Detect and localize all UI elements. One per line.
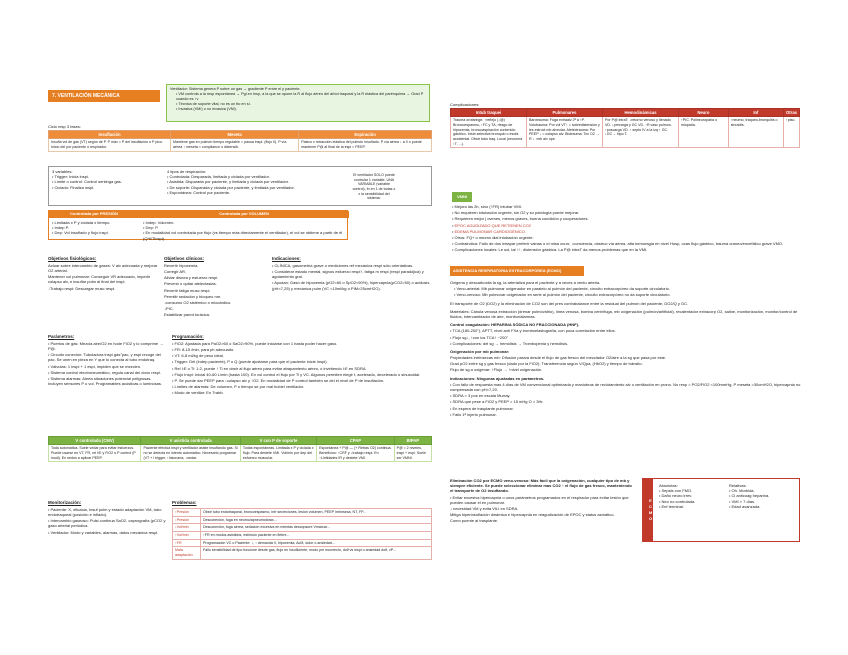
volumen-item: • En modalidad vol controlada por flujo (vs tiempo más directamente el ventilador), el vol se obtiene a partir de él (Q*ti/Tinspi). bbox=[143, 230, 347, 240]
ciclo-table bbox=[48, 130, 432, 152]
indic-item: • Considerar estado mental, signos esfuerzo respi↑, fatiga m respi (respi paradójica) y agotamiento gral. bbox=[272, 269, 432, 279]
prob-title: Problemas: bbox=[172, 500, 197, 505]
vent-intro-line: • VM controla a la resp espontánea → Pgi en Insp, a la que se opone la R al flujo aéreo del árbol traqueal y la R elástica del parénquima → Grad P cuando es ↑v bbox=[176, 92, 426, 102]
ecmo-control-item: • Complicaciones: del sg → hemólisis → Trombopenia y hemólisis. bbox=[450, 341, 802, 346]
prog-item: • VT: 6-8 ml/kg de peso ideal. bbox=[172, 353, 432, 358]
prob-label: ↓Presión bbox=[173, 516, 201, 524]
prog-item: • Rel I:E o Ti: 1:2, puede ↑ Ti en obstr al flujo aéreo para evitar atrapamiento aéreo, o invirtiendo I:E en SDRA. bbox=[172, 366, 432, 371]
obj-clin-item: Permitir sedación y bloqueo nm. bbox=[164, 293, 222, 299]
oxig-title: Oxigenación por mb pulmonar: bbox=[450, 348, 510, 354]
prob-row bbox=[173, 539, 432, 547]
comp-header: Hemodinámicas bbox=[603, 109, 679, 117]
obj-clin-item: ↓PIC. bbox=[164, 306, 174, 312]
ciclo-header: Meseta bbox=[171, 131, 299, 139]
ecmo-type: • Veno-arterial: Mb pulmonar oxigenador en paralelo al pulmón del paciente, circuito extracorpóreo da soporte circulatorio. bbox=[454, 286, 802, 291]
elim-co2 bbox=[450, 478, 636, 525]
contra-rel-item: • Edad avanzada. bbox=[729, 504, 797, 509]
vent-intro-line: • Invasiva (VMI) o no invasiva (VNI). bbox=[176, 107, 426, 112]
vent-intro-line: Ventilador: Sistema genera P sobre un gas → gradiente P entre el y paciente. bbox=[170, 87, 301, 91]
presion-volumen bbox=[48, 210, 348, 240]
ecmo-transport: El transporte de O2 (DO2) y la eliminación de CO2 son del pres contrabalance entre la residual del pulmón del paciente, DO2/Q y GC. bbox=[450, 300, 689, 306]
tipo-item: • Asistida: Disparada por paciente, y limitada y ciclada por ventilador. bbox=[167, 179, 357, 184]
prog-item: • Límites de alarmas: De volumen, P o tiempo se por mal hubiel ventilador. bbox=[172, 384, 432, 389]
ecmo-control-item: • Flujo sg↓, ↑con los TCA↑ ~200" bbox=[450, 335, 802, 340]
programacion bbox=[172, 334, 432, 397]
ecmo-control-title: Control coagulación: HEPARINA SÓDICA NO FRACCIONADA (HNF). bbox=[450, 322, 580, 328]
mode-cell: Paciente efectúa inspi y ventilador asiste insuflando gas. Si no se detecta en intento automático. Necesario programar (VT + l trigger. ↑hiscroma, ↓sedar. bbox=[141, 445, 240, 462]
comp-header: Neuro bbox=[679, 109, 729, 117]
monitorizacion bbox=[48, 500, 166, 536]
oxig-item: Propiedades intrínsecas mb: Difusión pasiva desde el flujo de gas fresco del mezclador O2/aire a la sg que pasa por este. bbox=[450, 355, 667, 361]
modes-table bbox=[48, 436, 432, 462]
contra-abs-title: Absolutas: bbox=[659, 483, 678, 488]
prob-label: Mala adaptación bbox=[173, 547, 201, 559]
vmni-label: VMNI bbox=[452, 192, 472, 202]
mode-header: BIPAP bbox=[394, 437, 431, 445]
indicaciones bbox=[272, 256, 432, 292]
obj-fisio-item: ↓Trabajo respi: Descargar musc respi. bbox=[48, 285, 116, 291]
vmni-item: • Complicaciones locales: Le sol, lat ↑↑, distensión gástrica. La P@ intraT da menos problemas que en la VMI. bbox=[452, 247, 802, 252]
mode-cell: Espontánea + P@ — (+ Retras O2) continua. Beneficios: ↑CRF y ↓trabajo respi. En ↑Lintidades IR y destete VMI. bbox=[317, 445, 395, 462]
prog-item: • Trigger: Del (indep paciente), P o Q (puede ajustarse para que el paciente inicie inspi). bbox=[172, 359, 432, 364]
obj-fisio bbox=[48, 256, 158, 292]
contra-abs-item: • Daño neuro irrev. bbox=[659, 493, 723, 498]
ecmo-intro: Oxigena y descarboxila la sg, la arterializa para el paciente y a veces a ventu arteria. bbox=[450, 280, 601, 285]
title-box: 7. VENTILACIÓN MECÁNICA bbox=[48, 90, 160, 102]
vmni-item: • Otros: FQ+ o neumo dial intubación urgente. bbox=[452, 235, 802, 240]
vmni-item: • EPOC AGUDIZADO QUE RETIENEN CO2 bbox=[452, 223, 802, 228]
prob-desc: Desconexión, fuga aérea, sedación excesiva en mientas descopsore Vmarcar... bbox=[201, 524, 432, 532]
tipos-title: 4 tipos de respiración: bbox=[167, 169, 207, 174]
prob-label: ↑Vol/min bbox=[173, 531, 201, 539]
presion-item: • Dep: Vol insuflado y flujo inspi. bbox=[52, 230, 138, 235]
indic-title: Indicaciones: bbox=[272, 256, 301, 261]
problemas bbox=[172, 500, 432, 560]
vmni-item: • No requieren intubación urgente, sin O2 y su patología puede mejorar. bbox=[452, 210, 802, 215]
param-item: • Circuito conexión: Tubuladura inspi gas°pac, y espi recoge del pac. Se unen en pieza en Y que lo conecta al tubo endotraq. bbox=[48, 352, 166, 362]
presion-item: • Indep P. bbox=[52, 225, 138, 230]
prob-label: ↑Presión bbox=[173, 508, 201, 516]
elim-item: ↓ necesidad VM y evita VILI en SDRA. bbox=[450, 505, 519, 511]
prob-row bbox=[173, 547, 432, 559]
prog-item: • P. Se puede dar PEEP para ↓colapso alv y ↑O2. En modalidad de P control también se del el nivel de P de insuflación. bbox=[172, 378, 432, 383]
param-item: • Puertos de gas: Mezcla aire/O2 en hode FIO2 y lo comprime → P@. bbox=[48, 341, 166, 351]
param-item: • Sistema control electroneumático, regula canal del dono respi. bbox=[48, 370, 166, 375]
tipo-item: • Controlada: Desparada, limitada y ciclada por ventilador. bbox=[167, 174, 357, 179]
obj-fisio-title: Objetivos fisiológicos: bbox=[48, 256, 97, 261]
contra-rel-item: • VMI > 7 días. bbox=[729, 499, 797, 504]
volumen-title: Controlada por VOLUMEN bbox=[139, 211, 349, 218]
monit-title: Monitorización: bbox=[48, 500, 82, 505]
obj-fisio-item: Actuar sobre intercambio de gases: V alv adecuada y mejorar O2 arterial. bbox=[48, 262, 158, 274]
elim-title: Eliminación CO2 por ECMO veno-venoso: Más fácil que la oxigenación, cualquier tipo de mb y siempre eficiente. Se puede seleccionar eliminar mas CO2 ↑ el flujo de gas fresco, manteniendo el transporte de O2 insuflando. bbox=[450, 478, 632, 494]
elim-item: Como puente al trasplante. bbox=[450, 518, 499, 524]
ecmo-vertical-label: ECMO bbox=[643, 479, 653, 541]
prob-desc: Obstr tubo endotraqueal, broncoespasmo, intr secreciones, lesión volumen, PEEP intrínseca, NT, FP... bbox=[201, 508, 432, 516]
param-item: • Sistema alarmas: Alerta situaciones potencial peligrosas. Incluyen sensores P o vol. Programables acústicas o luminosas. bbox=[48, 376, 166, 386]
contra-abs-item: • Neo no controlada. bbox=[659, 499, 723, 504]
prob-desc: ↑FR en modos asistidos, estímulo paciente en fiebre... bbox=[201, 531, 432, 539]
volumen-item: • Dep: P. bbox=[143, 225, 347, 230]
mode-cell: Todas espontáneas. Limitada x P y ciclada x flujo. Para destete VMI. Vol/min por dep del esfuerzo muscular. bbox=[240, 445, 316, 462]
param-title: Parámetros: bbox=[48, 334, 75, 339]
mode-header: V asistida controlada bbox=[141, 437, 240, 445]
tipo-item: • De soporte: Disparada y ciclada por paciente, y limitada por ventilador. bbox=[167, 185, 357, 190]
indic-ecmo-item: • Con fallo de respuesta mas 4 días de VM convencional optimizada y maniobras de reclutamiento alv o ventilación en prono. No resp = PO2/FiO2 <100mmHg, P meseta >30cmH2O, hipercapnia no compensada con pH<7,20. bbox=[450, 382, 802, 392]
obj-clin-item: Aliviar disnea y esfuerzo respi. bbox=[164, 275, 219, 281]
contra-abs-item: • Enf terminal. bbox=[659, 504, 723, 509]
prob-desc: Programación VC o Paciente: ↓, ↑ demanda V, hipoxemia, AcM, dolor o ansiedad... bbox=[201, 539, 432, 547]
mode-cell: Toda automática. Suele vedar para evitar esfuerzos. Puede usarse en VT, FR, rel I/E y FiO2 o P control (P inudi). En sedos a aplicar PEEP. bbox=[49, 445, 141, 462]
tipo-item: • Espontánea: Control por paciente. bbox=[167, 190, 357, 195]
obj-clin-item: Revertir hipoxemia. bbox=[164, 262, 199, 268]
vent-intro-line: • Técnica de soporte vital, no es un tto en sí. bbox=[176, 102, 426, 107]
variable-item: • Ciclado: Finaliza inspi. bbox=[52, 185, 162, 190]
indic-ecmo-title: Indicaciones: Ningunas ajustadas en parámetros. bbox=[450, 375, 545, 381]
elim-item: Mitiga hiperinsuflación dinámica e hipercapnia en reagudización de EPOC y status asmático. bbox=[450, 512, 615, 518]
obj-clin bbox=[164, 256, 264, 319]
mode-cell: P@ ≈ 2 niveles, inspi + espi. Suele ser VMNI. bbox=[394, 445, 431, 462]
ecmo-material: Materiales: Cánula venosa extracción (drenar pulmóvidrio), línea venosa, bomba centrífuga, mb oxigenación (pulmón/artificial), recalentador extracorp O2, saline, monitorización, monitor/control de fluidos, intercambiador de aire, monitor/alarmas. bbox=[450, 308, 798, 319]
obj-clin-item: Estabilizar pared torácica. bbox=[164, 312, 211, 318]
obj-clin-item: Prevenir o quitar atelectasias. bbox=[164, 281, 217, 287]
comp-cell: Trauma orofaringe. ↑reflejo (↓@) Broncoespasmo, ↑FC y TA, riesgo de hipoxemia, broncoaspiración contenido gástrico. Intub selectiva bronquio o esofa accidental. Obstr tubo traq. Local (neuroma ↑T, ...). bbox=[451, 117, 527, 148]
obj-clin-title: Objetivos clínicos: bbox=[164, 256, 205, 261]
comp-header: Pulmonares bbox=[527, 109, 603, 117]
mode-header: V controlada (CMV) bbox=[49, 437, 141, 445]
contra-box bbox=[642, 478, 800, 542]
side-note: El ventilador SOLO puede controlar 1 variable. UNA VARIABLE (variable control), fn en 1 de todas ≥ x la sensibilidad del sistema. bbox=[352, 173, 396, 201]
variable-item: • Límite o control: Control sentinga gas. bbox=[52, 179, 162, 184]
comp-header: Intub traquei bbox=[451, 109, 527, 117]
ciclo-cell: Pasivo x retracción elástica del pulmón insuflado. P vía aérea ↓ a 0 o puede mantener P@ al final de la espi = PEEP. bbox=[299, 139, 432, 151]
param-item: • Válvulas: 1 inspi + 1 espi, impiden que se mezclen. bbox=[48, 364, 166, 369]
comp-table bbox=[450, 108, 800, 148]
comp-header: Otras bbox=[784, 109, 800, 117]
variables-title: 3 variables: bbox=[52, 169, 73, 174]
prob-row bbox=[173, 531, 432, 539]
vent-intro bbox=[166, 84, 430, 122]
obj-fisio-item: Mantener vol pulmonar: Conseguir VR adecuado, impedir colapso alv, e insuflar pulm al final del inspi. bbox=[48, 274, 151, 285]
indic-ecmo-item: • En espera de trasplante pulmonar. bbox=[450, 406, 802, 411]
prob-row bbox=[173, 524, 432, 532]
ciclo-cell: Mantiene gas en pulmón tiempo regulable = pausa inspi. (flujo 0). P vía aérea ↑ meseta ≈ compliance o distensib. bbox=[171, 139, 299, 151]
prob-desc: Fallo sensibilidad de tipo funcione desde gas, flujo en insuficiente, modo pm incorrecto, dolf vs inspi o ansiedad dolf, vP... bbox=[201, 547, 432, 559]
prob-label: ↓Vol/min bbox=[173, 524, 201, 532]
contra-rel-item: • Oh. Morbida. bbox=[729, 488, 797, 493]
presion-item: • Limitada x P y ciclada x tiempo. bbox=[52, 220, 138, 225]
oxig-item: Grad pO2 entre sg y gas fresco (dado por la FiO2): Transferencia según V/Qpa, (HbO2) y tiempo de tránsito. bbox=[450, 361, 643, 367]
contra-rel-item: • Cl anticoag heparina. bbox=[729, 493, 797, 498]
ecmo-body bbox=[450, 280, 802, 418]
comp-title: Complicaciones: bbox=[450, 102, 480, 107]
vmni-item: • Requieren mejor j ovenes, menos graves, buena condición y cooperadores. bbox=[452, 216, 802, 221]
prob-row bbox=[173, 508, 432, 516]
elim-item: • Evitar excesiva hipercapnia o unos parámetros programados en el respirador para evitar lesión que pueden causar el en pulmonar. bbox=[450, 495, 636, 505]
presion-title: Controlada por PRESIÓN bbox=[49, 211, 139, 218]
prob-label: ↑FR bbox=[173, 539, 201, 547]
contra-abs-item: • Sepsis con FMO. bbox=[659, 488, 723, 493]
ciclo-title: Ciclo resp 3 fases: bbox=[48, 124, 81, 129]
indic-item: • Ayudan: Gasó de hipoxemia (pO2<60 o SpO2<90%), hipercapnia(pCO2>50) o acidosis (pH<7,25) y mecánica pulm (VC <10ml/kg o PIM>25cmH2O). bbox=[272, 280, 432, 290]
comp-cell: ↑neumo, traqueo-bronquitis o sinusitis. bbox=[728, 117, 783, 148]
indic-ecmo-item: • SDRA que pese a FiO2 y PEEP > 15 mHg O > 3Hr. bbox=[450, 399, 802, 404]
variable-item: • Trigger: Inicia inspi. bbox=[52, 174, 162, 179]
comp-cell: Por P@ intraT: ↓retorno venoso y llenado VD. ↓precarga y GC VD. ↑R vasc pulmon. ↑poscarga VD. ↑ septo IV a la izq ↑ GC. ↓GC→ hipo T. bbox=[603, 117, 679, 148]
comp-cell: ↑piso. bbox=[784, 117, 800, 148]
comp-header: Inf bbox=[728, 109, 783, 117]
prob-row bbox=[173, 516, 432, 524]
comp-cell: Barotrauma: Fuga extraalv 2ª a ↑P. Volutrauma: Por vol VT↑ = sobredistensión y les estruct mb alveolar. Atelectrauma: Por PEEP ↓ = colapso alv. Biotrauma: Tox O2 → R ↓ ↑mb alv ope. bbox=[527, 117, 603, 148]
ciclo-header: Insuflación bbox=[49, 131, 171, 139]
mode-header: V con P de soporte bbox=[240, 437, 316, 445]
ciclo-cell: Insufla vol de gas (VT) según dé P. P máx = P del insuflación o P pico. Inicio del por paciente o respirador. bbox=[49, 139, 171, 151]
vmni-item: • Contraindica: Fallo de dos ireiapar preferir vainas o el misa ocurr, ↓conciencia, obstruc vía aérea, alta hemoragia en nivel Hosp, ocas flujo gástrico, trauma craneo/encefálico grave VMO. bbox=[452, 241, 802, 246]
prob-desc: Desconexión, fuga en neumo/apneumotórax... bbox=[201, 516, 432, 524]
monit-item: • Ventilador: Modo y variables, alarmas, datos mecánica respi. bbox=[48, 530, 166, 535]
prog-title: Programación: bbox=[172, 334, 204, 339]
obj-clin-item: Corregir AR. bbox=[164, 269, 187, 275]
obj-clin-item: Revertir fatiga musc respi. bbox=[164, 287, 211, 293]
prog-item: • Modo de ventilar: En Trabb. bbox=[172, 390, 432, 395]
indic-ecmo-item: • SDRA > 3 pos en escala Murray. bbox=[450, 393, 802, 398]
ecmo-type: • Veno-venoso: Mb pulmonar oxigenador en serie al pulmón del paciente, circuito extracorpóreo no da soporte circulatorio. bbox=[454, 292, 802, 297]
indic-item: • CLÍNICA, gasometría grave o mediciones ref mecánica respi sólo orientativas. bbox=[272, 263, 432, 268]
prog-item: • FiO2: Ajustada para PaO2>60 o SaO2>90%, puede iniciarse con 1 hasta poder hacer gaso. bbox=[172, 341, 432, 346]
monit-item: • Paciente: X, eficacia, Insuf pulm y estado adaptación VM, tubo endotraqueal (posición e inflado). bbox=[48, 507, 166, 517]
ciclo-header: Espiración bbox=[299, 131, 432, 139]
vmni-item: • EDEMA PULMONAR CARDIOGÉNICO. bbox=[452, 229, 802, 234]
obj-clin-item: ↓consumo O2 sistémico o miocárdico. bbox=[164, 299, 232, 305]
parametros bbox=[48, 334, 166, 387]
comp-cell: ↑PIC. Polineuropatía o miopatía. bbox=[679, 117, 729, 148]
oxig-item: Flujo de sg a oxigenar: ↑Flujo → ↑nivel oxigenación. bbox=[450, 367, 543, 373]
monit-item: • Intercambio gaseoso: Pulsi continua SaO2, capnografía (pCO2 y gaso arterial periódica. bbox=[48, 518, 166, 528]
prog-item: • Flujo Inspi: Inicial 40-60 L/min (hasta 100). En vol control el flujo por Ti y VC. Algunos permiten elegir t, acelerado, decelerado o sinusoidal. bbox=[172, 372, 432, 377]
vmni-list bbox=[452, 204, 802, 254]
contra-rel-title: Relativas: bbox=[729, 483, 747, 488]
ecmo-control-item: • TCA (180-200"), APTT, nivel anti FXa y tromboelastografía, con poca correlación entre ellos. bbox=[450, 328, 802, 333]
volumen-item: • Indep: Volumen. bbox=[143, 220, 347, 225]
mode-header: CPAP bbox=[317, 437, 395, 445]
vmni-item: • Mejora las 2h, sino (↑FR) intubar VMI. bbox=[452, 204, 802, 209]
ecmo-title: ASISTENCIA RESPIRATORIA EXTRACORPÓREA (ECMO) bbox=[450, 266, 584, 276]
indic-ecmo-item: • Fallo 1ª injerto pulmonar. bbox=[450, 412, 802, 417]
prog-item: • FR: 8-15 /min, para ph adecuado. bbox=[172, 347, 432, 352]
